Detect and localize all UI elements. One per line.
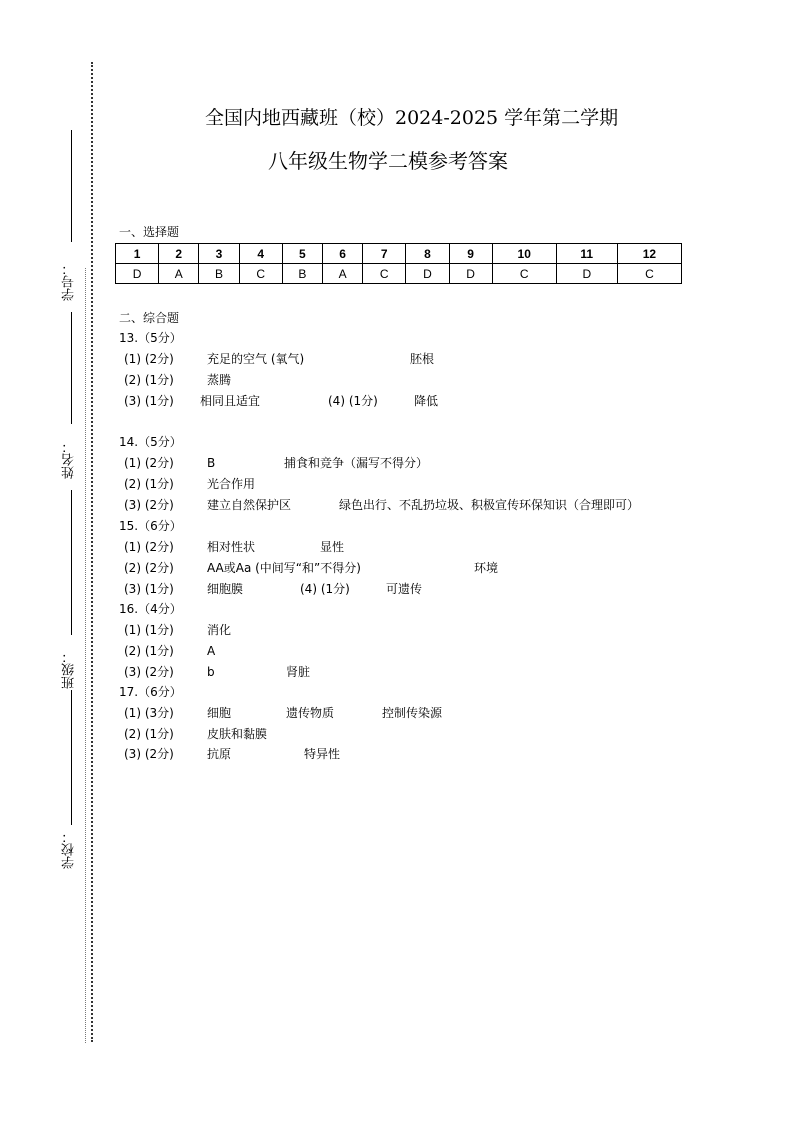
q15-l3-ans2: 可遗传: [386, 582, 423, 596]
table-cell: C: [363, 264, 406, 284]
section1-heading: 一、选择题: [119, 225, 180, 239]
q14-l3-num: (3) (2分): [124, 498, 174, 512]
binding-dotted-line: [91, 62, 93, 1042]
xuehao-fill-line: [71, 130, 72, 242]
q13-l1-ans1: 充足的空气 (氧气): [207, 352, 305, 366]
table-cell: C: [617, 264, 681, 284]
q17-heading: 17.（6分）: [119, 685, 182, 699]
table-cell: 4: [239, 244, 282, 264]
section2-heading: 二、综合题: [119, 311, 180, 325]
q13-l3-num: (3) (1分): [124, 394, 174, 408]
q14-l3-ans1: 建立自然保护区: [207, 498, 292, 512]
q13-heading: 13.（5分）: [119, 331, 182, 345]
table-cell: C: [239, 264, 282, 284]
q13-l3-ans2: 降低: [414, 394, 439, 408]
q14-l2-num: (2) (1分): [124, 477, 174, 491]
side-label-xingming: 姓名：: [62, 440, 77, 479]
q17-l1-ans2: 遗传物质: [286, 706, 335, 720]
q17-l2-ans1: 皮肤和黏膜: [207, 727, 268, 741]
q13-l1-num: (1) (2分): [124, 352, 174, 366]
q16-l2-ans1: A: [207, 644, 216, 658]
table-cell: D: [406, 264, 449, 284]
table-cell: D: [116, 264, 159, 284]
q16-l1-ans1: 消化: [207, 623, 232, 637]
q17-l3-ans2: 特异性: [304, 747, 341, 761]
q15-l2-num: (2) (2分): [124, 561, 174, 575]
q13-l3-num4: (4) (1分): [328, 394, 378, 408]
q14-l1-ans1: B: [207, 456, 216, 470]
side-label-xuehao: 学号：: [62, 262, 77, 301]
q14-heading: 14.（5分）: [119, 435, 182, 449]
banji-fill-line: [71, 490, 72, 635]
table-cell: D: [449, 264, 492, 284]
q16-heading: 16.（4分）: [119, 602, 182, 616]
q13-l2-ans1: 蒸腾: [207, 373, 232, 387]
q13-l1-ans2: 胚根: [410, 352, 435, 366]
q15-l2-ans1: AA或Aa (中间写“和”不得分): [207, 561, 361, 575]
q14-l2-ans1: 光合作用: [207, 477, 256, 491]
answer-table: [115, 243, 682, 284]
table-cell: 3: [199, 244, 239, 264]
answer-table-answers-row: [116, 264, 682, 284]
xuexiao-fill-line: [71, 690, 72, 825]
q16-l1-num: (1) (1分): [124, 623, 174, 637]
table-cell: B: [282, 264, 322, 284]
q17-l3-ans1: 抗原: [207, 747, 232, 761]
binding-dotted-line-inner: [85, 268, 86, 1043]
q15-heading: 15.（6分）: [119, 519, 182, 533]
xingming-fill-line: [71, 312, 72, 424]
q16-l3-ans1: b: [207, 665, 215, 679]
q16-l2-num: (2) (1分): [124, 644, 174, 658]
table-cell: 6: [322, 244, 362, 264]
page-subtitle: 八年级生物学二模参考答案: [268, 149, 508, 173]
table-cell: 1: [116, 244, 159, 264]
q13-l2-num: (2) (1分): [124, 373, 174, 387]
q15-l1-ans1: 相对性状: [207, 540, 256, 554]
table-cell: 9: [449, 244, 492, 264]
q15-l1-num: (1) (2分): [124, 540, 174, 554]
side-label-xuexiao: 学校：: [62, 830, 77, 869]
table-cell: A: [322, 264, 362, 284]
q16-l3-num: (3) (2分): [124, 665, 174, 679]
q15-l3-num4: (4) (1分): [300, 582, 350, 596]
q17-l3-num: (3) (2分): [124, 747, 174, 761]
q14-l3-ans2: 绿色出行、不乱扔垃圾、积极宣传环保知识（合理即可）: [339, 498, 640, 512]
q15-l3-ans1: 细胞膜: [207, 582, 244, 596]
table-cell: 5: [282, 244, 322, 264]
table-cell: 11: [556, 244, 617, 264]
table-cell: 10: [492, 244, 556, 264]
q14-l1-num: (1) (2分): [124, 456, 174, 470]
q15-l3-num: (3) (1分): [124, 582, 174, 596]
table-cell: 12: [617, 244, 681, 264]
table-cell: B: [199, 264, 239, 284]
q15-l2-ans2: 环境: [474, 561, 499, 575]
table-cell: D: [556, 264, 617, 284]
q16-l3-ans2: 肾脏: [286, 665, 311, 679]
q17-l2-num: (2) (1分): [124, 727, 174, 741]
table-cell: A: [159, 264, 199, 284]
q17-l1-num: (1) (3分): [124, 706, 174, 720]
q15-l1-ans2: 显性: [320, 540, 345, 554]
table-cell: 2: [159, 244, 199, 264]
answer-table-numbers-row: [116, 244, 682, 264]
table-cell: C: [492, 264, 556, 284]
side-label-banji: 班级：: [62, 650, 77, 689]
q14-l1-ans2: 捕食和竞争（漏写不得分）: [284, 456, 429, 470]
q13-l3-ans1: 相同且适宜: [200, 394, 261, 408]
q17-l1-ans1: 细胞: [207, 706, 232, 720]
table-cell: 7: [363, 244, 406, 264]
table-cell: 8: [406, 244, 449, 264]
q17-l1-ans3: 控制传染源: [382, 706, 443, 720]
page-title: 全国内地西藏班（校）2024-2025 学年第二学期: [205, 107, 619, 129]
